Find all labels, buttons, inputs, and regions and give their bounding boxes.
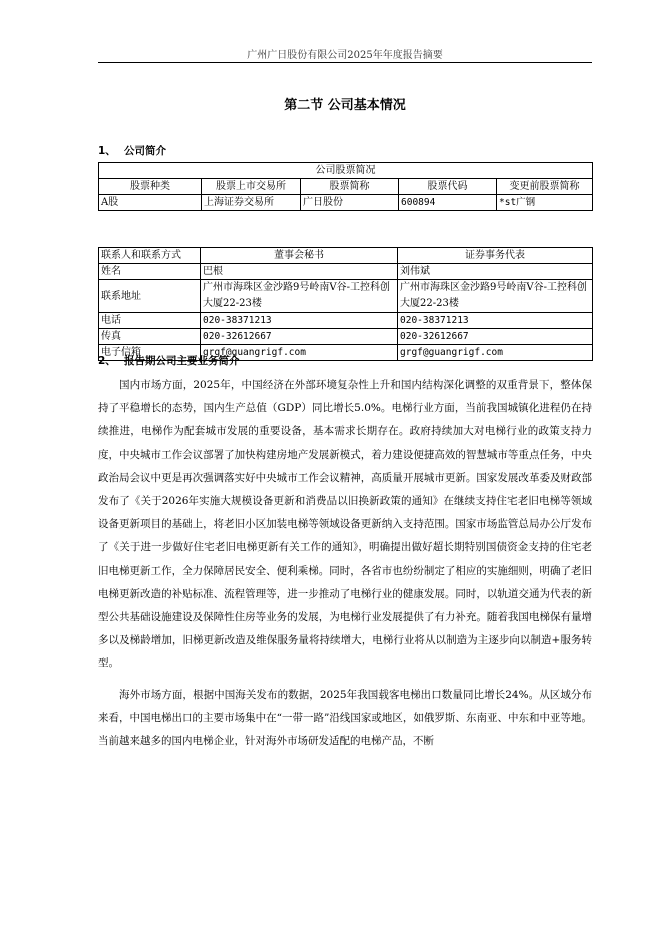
column-header: 证券事务代表 xyxy=(398,248,593,264)
heading-text: 报告期公司主要业务简介 xyxy=(124,355,240,367)
column-header: 股票代码 xyxy=(399,179,497,195)
representative-email: grgf@guangrigf.com xyxy=(398,345,593,361)
stock-type-cell: A股 xyxy=(99,195,202,211)
heading-number: 2、 xyxy=(98,355,116,367)
row-label: 电子信箱 xyxy=(99,345,201,361)
business-heading xyxy=(98,353,240,368)
stock-table-header-row xyxy=(99,179,593,195)
row-label: 姓名 xyxy=(99,264,201,280)
section-title: 第二节 公司基本情况 xyxy=(284,98,406,113)
representative-name: 刘伟斌 xyxy=(398,264,593,280)
secretary-address: 广州市海珠区金沙路9号岭南V谷-工控科创大厦22-23楼 xyxy=(201,280,398,313)
heading-text: 公司简介 xyxy=(124,145,166,157)
contact-table xyxy=(98,247,593,361)
representative-fax: 020-32612667 xyxy=(398,329,593,345)
paragraph-domestic-market: 国内市场方面，2025年，中国经济在外部环境复杂性上升和国内结构深化调整的双重背景下，整体保持了平稳增长的态势，国内生产总值（GDP）同比增长5.0%。电梯行业方面，当前我国城镇化进程仍在持续推进，电梯作为配套城市发展的重要设备，基本需求长期存在。政府持续加大对电梯行业的政策支持力度，中央城市工作会议部署了加快构建房地产发展新模式，着力建设便捷高效的智慧城市等重点任务，中央政治局会议中更是再次强调落实好中央城市工作会议精神，高质量开展城市更新。国家发展改革委及财政部发布了《关于2026年实施大规模设备更新和消费品以旧换新政策的通知》在继续支持住宅老旧电梯等领域设备更新项目的基础上，将老旧小区加装电梯等领域设备更新纳入支持范围。国家市场监管总局办公厅发布了《关于进一步做好住宅老旧电梯更新有关工作的通知》，明确提出做好超长期特别国债资金支持的住宅老旧电梯更新工作，全力保障居民安全、便利乘梯。同时，各省市也纷纷制定了相应的实施细则，明确了老旧电梯更新改造的补贴标准、流程管理等，进一步推动了电梯行业的健康发展。同时，以轨道交通为代表的新型公共基础设施建设及保障性住房等业务的发展，为电梯行业发展提供了有力补充。随着我国电梯保有量增多以及梯龄增加，旧梯更新改造及维保服务量将持续增大，电梯行业将从以制造为主逐步向以制造+服务转型。 xyxy=(98,379,592,670)
secretary-phone: 020-38371213 xyxy=(201,313,398,329)
table-row xyxy=(99,264,593,280)
representative-phone: 020-38371213 xyxy=(398,313,593,329)
table-row xyxy=(99,195,593,211)
row-label: 电话 xyxy=(99,313,201,329)
row-label: 传真 xyxy=(99,329,201,345)
column-header: 变更前股票简称 xyxy=(497,179,593,195)
column-header: 董事会秘书 xyxy=(201,248,398,264)
table-row xyxy=(99,329,593,345)
paragraph-overseas-market: 海外市场方面，根据中国海关发布的数据，2025年我国载客电梯出口数量同比增长24%。从区域分布来看，中国电梯出口的主要市场集中在“一带一路”沿线国家或地区，如俄罗斯、东南亚、中东和中亚等地。当前越来越多的国内电梯企业，针对海外市场研发适配的电梯产品，不断 xyxy=(98,688,592,748)
exchange-cell: 上海证券交易所 xyxy=(202,195,301,211)
stock-abbr-cell: 广日股份 xyxy=(301,195,399,211)
column-header: 股票上市交易所 xyxy=(202,179,301,195)
stock-table-caption: 公司股票简况 xyxy=(99,163,593,179)
stock-code-cell: 600894 xyxy=(399,195,497,211)
column-header: 股票简称 xyxy=(301,179,399,195)
stock-table xyxy=(98,162,593,211)
business-body xyxy=(98,374,592,753)
secretary-name: 巴根 xyxy=(201,264,398,280)
stock-table-caption-row xyxy=(99,163,593,179)
table-row xyxy=(99,313,593,329)
representative-address: 广州市海珠区金沙路9号岭南V谷-工控科创大厦22-23楼 xyxy=(398,280,593,313)
header-divider xyxy=(98,62,592,63)
heading-number: 1、 xyxy=(98,145,116,157)
row-label: 联系地址 xyxy=(99,280,201,313)
column-header: 联系人和联系方式 xyxy=(99,248,201,264)
secretary-email: grgf@guangrigf.com xyxy=(201,345,398,361)
secretary-fax: 020-32612667 xyxy=(201,329,398,345)
table-row xyxy=(99,280,593,313)
page-header: 广州广日股份有限公司2025年年度报告摘要 xyxy=(247,50,443,61)
column-header: 股票种类 xyxy=(99,179,202,195)
contact-table-header-row xyxy=(99,248,593,264)
company-profile-heading xyxy=(98,143,166,158)
former-abbr-cell: *st广钢 xyxy=(497,195,593,211)
